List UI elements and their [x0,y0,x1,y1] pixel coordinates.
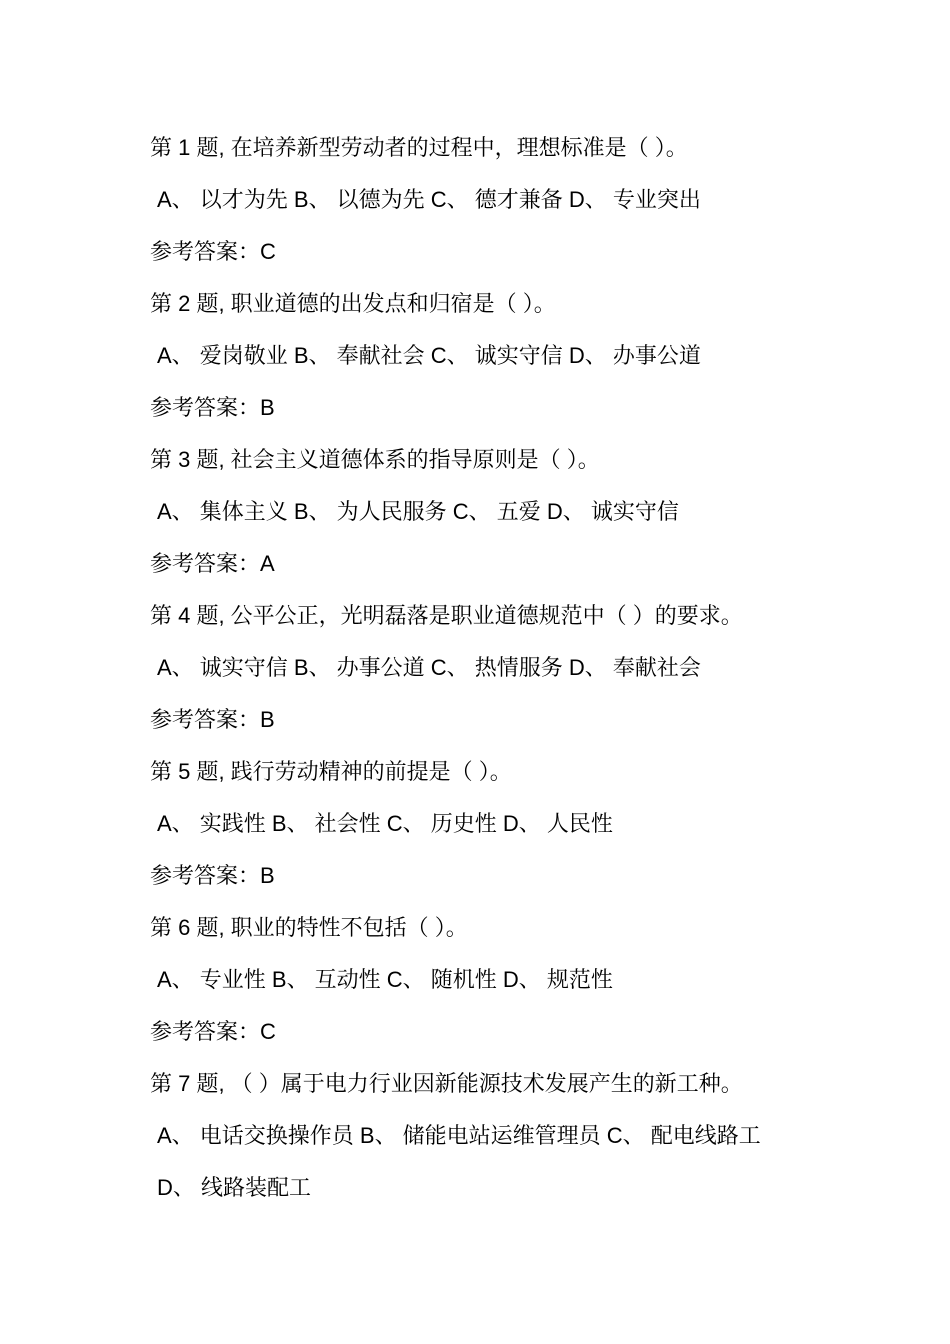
question-7-options-line-2: D、 线路装配工 [157,1175,312,1200]
question-5-text: 第 5 题, 践行劳动精神的前提是（ ）。 [150,759,512,784]
question-4-answer: 参考答案：B [150,707,275,732]
question-5-options: A、 实践性 B、 社会性 C、 历史性 D、 人民性 [157,811,613,836]
question-1-options: A、 以才为先 B、 以德为先 C、 德才兼备 D、 专业突出 [157,187,701,212]
question-2-text: 第 2 题, 职业道德的出发点和归宿是（ ）。 [150,291,556,316]
question-2-answer: 参考答案：B [150,395,275,420]
question-6-answer: 参考答案：C [150,1019,276,1044]
question-3-options: A、 集体主义 B、 为人民服务 C、 五爱 D、 诚实守信 [157,499,679,524]
question-6-options: A、 专业性 B、 互动性 C、 随机性 D、 规范性 [157,967,613,992]
question-3-answer: 参考答案：A [150,551,275,576]
question-3-text: 第 3 题, 社会主义道德体系的指导原则是（ ）。 [150,447,600,472]
question-6-text: 第 6 题, 职业的特性不包括（ ）。 [150,915,468,940]
question-2-options: A、 爱岗敬业 B、 奉献社会 C、 诚实守信 D、 办事公道 [157,343,701,368]
question-7-options-line-1: A、 电话交换操作员 B、 储能电站运维管理员 C、 配电线路工 [157,1123,761,1148]
question-7-text: 第 7 题, （ ）属于电力行业因新能源技术发展产生的新工种。 [150,1071,743,1096]
question-1-answer: 参考答案：C [150,239,276,264]
question-4-text: 第 4 题, 公平公正，光明磊落是职业道德规范中（ ）的要求。 [150,603,743,628]
question-4-options: A、 诚实守信 B、 办事公道 C、 热情服务 D、 奉献社会 [157,655,701,680]
question-1-text: 第 1 题, 在培养新型劳动者的过程中，理想标准是（ ）。 [150,135,688,160]
question-5-answer: 参考答案：B [150,863,275,888]
